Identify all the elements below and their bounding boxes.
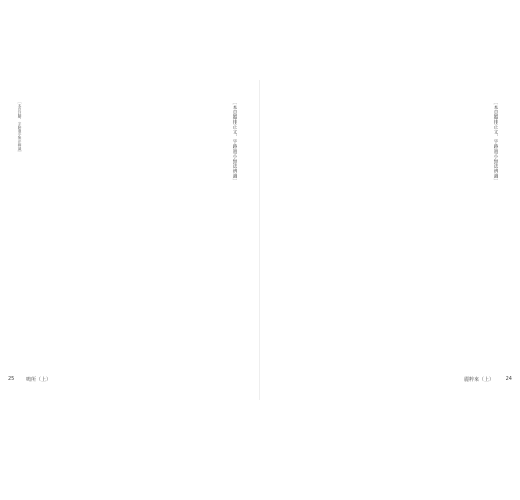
footnotes: ［本頁註腳，字跡過小無法辨識］ — [18, 100, 22, 154]
page-number: 25 — [8, 376, 15, 382]
body-text-columns: ［本頁縱排正文，字跡過小無法辨識］ — [232, 100, 237, 184]
page-number: 24 — [505, 376, 512, 382]
body-text-columns: ［本頁縱排正文，字跡過小無法辨識］ — [493, 100, 498, 184]
running-head: 麗粹來（上） — [463, 377, 494, 383]
right-page — [260, 0, 520, 500]
running-head: 鳴所（上） — [26, 377, 52, 383]
